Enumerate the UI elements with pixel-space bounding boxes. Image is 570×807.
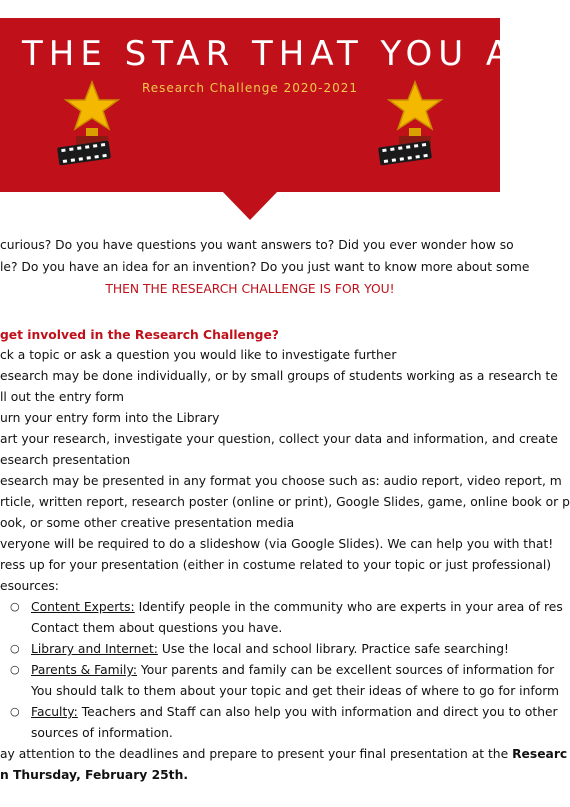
step-line: urn your entry form into the Library — [0, 411, 220, 425]
page-title: THE STAR THAT YOU A — [22, 34, 516, 74]
closing-bold: Researc — [512, 747, 568, 761]
resource-label: Content Experts: — [31, 600, 135, 614]
resource-text: Your parents and family can be excellent sources of information for — [137, 663, 555, 677]
resource-item — [31, 704, 558, 720]
step-line: esearch may be presented in any format you choose such as: audio report, video report, m — [0, 474, 562, 488]
resource-continuation: Contact them about questions you have. — [31, 621, 283, 635]
step-line: ook, or some other creative presentation media — [0, 516, 295, 530]
section-heading: get involved in the Research Challenge? — [0, 328, 279, 342]
resource-label: Library and Internet: — [31, 642, 158, 656]
intro-line-2: le? Do you have an idea for an invention? Do you just want to know more about some — [0, 260, 530, 274]
resource-text: Teachers and Staff can also help you with information and direct you to other — [77, 705, 558, 719]
hollow-bullet-icon: ○ — [10, 642, 20, 655]
step-line: art your research, investigate your question, collect your data and information, and create — [0, 432, 558, 446]
call-to-action: THEN THE RESEARCH CHALLENGE IS FOR YOU! — [105, 282, 395, 296]
step-line: ck a topic or ask a question you would like to investigate further — [0, 348, 397, 362]
resource-label: Parents & Family: — [31, 663, 137, 677]
intro-line-1: curious? Do you have questions you want answers to? Did you ever wonder how so — [0, 238, 514, 252]
step-line: ll out the entry form — [0, 390, 124, 404]
resource-item — [31, 641, 509, 657]
resource-item — [31, 662, 554, 678]
hollow-bullet-icon: ○ — [10, 600, 20, 613]
step-line: esearch may be done individually, or by small groups of students working as a research te — [0, 369, 558, 383]
closing-line-2: n Thursday, February 25th. — [0, 768, 188, 782]
resource-text: Identify people in the community who are experts in your area of res — [134, 600, 563, 614]
step-line: esources: — [0, 579, 59, 593]
step-line: rticle, written report, research poster (online or print), Google Slides, game, online book or p — [0, 495, 570, 509]
hollow-bullet-icon: ○ — [10, 705, 20, 718]
resource-continuation: sources of information. — [31, 726, 173, 740]
resource-label: Faculty: — [31, 705, 78, 719]
step-line: veryone will be required to do a slideshow (via Google Slides). We can help you with that! — [0, 537, 554, 551]
step-line: esearch presentation — [0, 453, 131, 467]
resource-item — [31, 599, 563, 615]
closing-line-1 — [0, 746, 567, 762]
resource-text: Use the local and school library. Practice safe searching! — [157, 642, 509, 656]
resource-continuation: You should talk to them about your topic and get their ideas of where to go for inform — [31, 684, 560, 698]
hollow-bullet-icon: ○ — [10, 663, 20, 676]
closing-text: ay attention to the deadlines and prepare to present your final presentation at the — [0, 747, 513, 761]
step-line: ress up for your presentation (either in costume related to your topic or just professional) — [0, 558, 552, 572]
page-subtitle: Research Challenge 2020-2021 — [141, 81, 359, 95]
